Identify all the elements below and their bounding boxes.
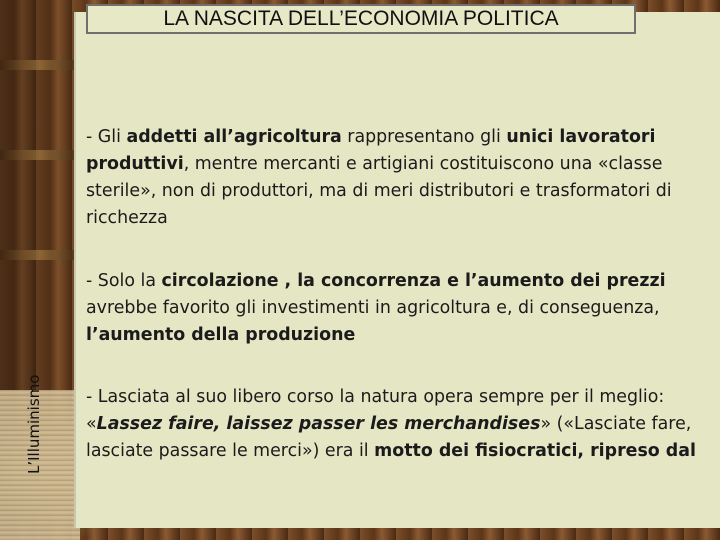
paragraph-text-run: avrebbe favorito gli investimenti in agricoltura e, di conseguenza, bbox=[86, 298, 660, 318]
paragraph-text-run: - Lasciata al suo libero corso la natura opera sempre per il meglio: « bbox=[86, 387, 665, 434]
bullet-paragraph bbox=[86, 268, 696, 349]
paragraph-text-run: unici lavoratori produttivi bbox=[86, 127, 656, 174]
paragraph-text-run: rappresentano gli bbox=[341, 127, 507, 147]
bullet-paragraph bbox=[86, 384, 696, 465]
paragraph-text-run: » («Lasciate fare, lasciate passare le merci») era il bbox=[86, 414, 692, 461]
paragraph-text-run: addetti all’agricoltura bbox=[126, 127, 342, 147]
paragraph-text-run: l’aumento della produzione bbox=[86, 325, 356, 345]
paragraph-text-run: circolazione , la concorrenza e l’aumento dei prezzi bbox=[161, 271, 666, 291]
book-spine-band bbox=[0, 250, 80, 260]
book-spine-band bbox=[0, 150, 80, 160]
paragraph-text-run: , mentre mercanti e artigiani costituiscono una «classe sterile», non di produttori, ma di meri distributori e trasformatori di ricchezza bbox=[86, 154, 672, 228]
paragraph-text-run: - Gli bbox=[86, 127, 127, 147]
paragraph-text-run: - Solo la bbox=[86, 271, 162, 291]
bullet-paragraph bbox=[86, 124, 696, 232]
side-section-label: L’Illuminismo bbox=[25, 374, 43, 474]
paragraph-text-run: Lassez faire, laissez passer les merchandises bbox=[96, 414, 541, 434]
book-spine-band bbox=[0, 60, 80, 70]
paragraph-text-run: motto dei fisiocratici, ripreso dal bbox=[374, 441, 696, 461]
slide-title: LA NASCITA DELL’ECONOMIA POLITICA bbox=[86, 4, 636, 34]
